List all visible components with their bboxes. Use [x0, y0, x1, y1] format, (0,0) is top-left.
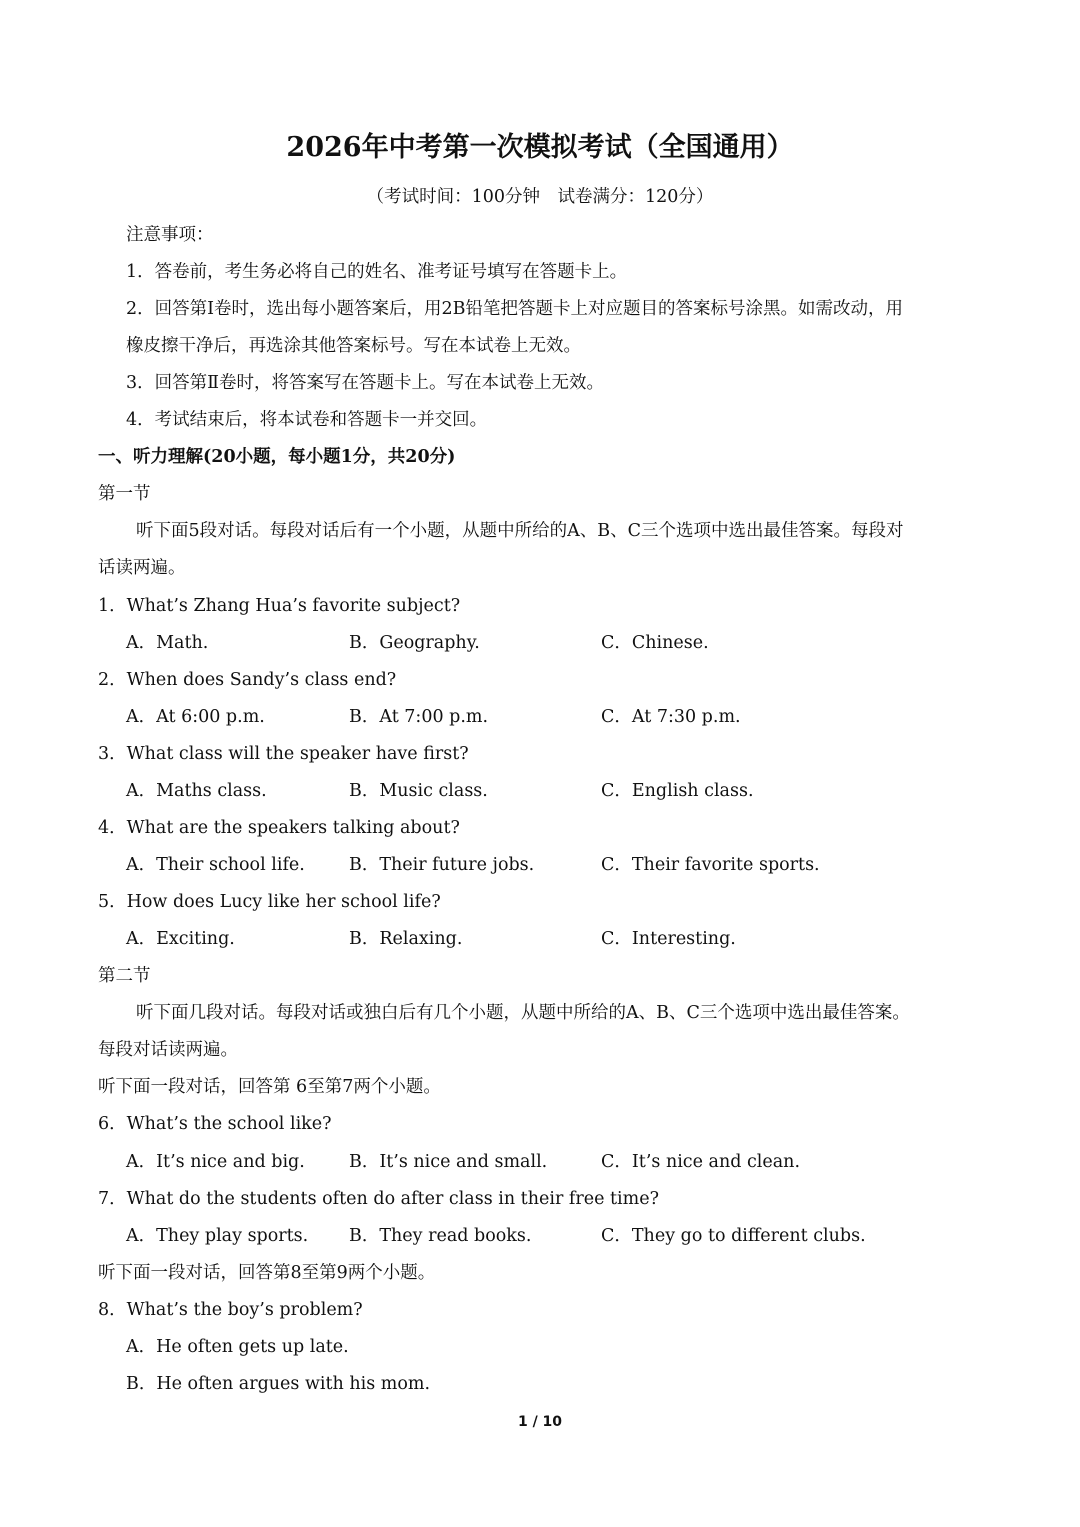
dialog1-intro: 听下面一段对话，回答第 6至第7两个小题。: [98, 1077, 441, 1097]
q3-option-a: A．Maths class.: [126, 781, 267, 801]
exam-title: 2026年中考第一次模拟考试（全国通用）: [286, 132, 794, 163]
question-4: 4．What are the speakers talking about?: [98, 818, 460, 838]
question-2: 2．When does Sandy’s class end?: [98, 670, 397, 690]
q8-option-b: B．He often argues with his mom.: [126, 1374, 431, 1394]
notice-heading: 注意事项：: [126, 225, 214, 245]
q1-option-b: B．Geography.: [349, 633, 480, 653]
notice-item-4: 4．考试结束后，将本试卷和答题卡一并交回。: [126, 410, 488, 430]
q3-option-b: B．Music class.: [349, 781, 488, 801]
notice-item-2: 2．回答第Ⅰ卷时，选出每小题答案后，用2B铅笔把答题卡上对应题目的答案标号涂黑。如需改动，用: [126, 299, 904, 319]
q4-option-b: B．Their future jobs.: [349, 855, 535, 875]
q7-option-c: C．They go to different clubs.: [601, 1226, 866, 1246]
question-3: 3．What class will the speaker have first?: [98, 744, 469, 764]
part2-label: 第二节: [98, 966, 151, 986]
q7-option-b: B．They read books.: [349, 1226, 532, 1246]
question-6: 6．What’s the school like?: [98, 1114, 332, 1134]
part1-instructions-line2: 话读两遍。: [98, 558, 186, 578]
exam-subtitle: （考试时间：100分钟 试卷满分：120分）: [366, 187, 714, 207]
q5-option-c: C．Interesting.: [601, 929, 736, 949]
question-7: 7．What do the students often do after class in their free time?: [98, 1189, 659, 1209]
q1-option-c: C．Chinese.: [601, 633, 709, 653]
question-8: 8．What’s the boy’s problem?: [98, 1300, 363, 1320]
notice-item-1: 1．答卷前，考生务必将自己的姓名、准考证号填写在答题卡上。: [126, 262, 628, 282]
notice-item-2-cont: 橡皮擦干净后，再选涂其他答案标号。写在本试卷上无效。: [126, 336, 581, 356]
part2-instructions-line1: 听下面几段对话。每段对话或独白后有几个小题，从题中所给的A、B、C三个选项中选出最佳答案。: [136, 1003, 910, 1023]
q6-option-b: B．It’s nice and small.: [349, 1152, 548, 1172]
q2-option-a: A．At 6:00 p.m.: [126, 707, 265, 727]
q2-option-b: B．At 7:00 p.m.: [349, 707, 489, 727]
question-5: 5．How does Lucy like her school life?: [98, 892, 441, 912]
part1-label: 第一节: [98, 484, 151, 504]
question-1: 1．What’s Zhang Hua’s favorite subject?: [98, 596, 461, 616]
q3-option-c: C．English class.: [601, 781, 754, 801]
part1-instructions-line1: 听下面5段对话。每段对话后有一个小题，从题中所给的A、B、C三个选项中选出最佳答案。每段对: [136, 521, 904, 541]
q4-option-a: A．Their school life.: [126, 855, 305, 875]
q6-option-a: A．It’s nice and big.: [126, 1152, 305, 1172]
q1-option-a: A．Math.: [126, 633, 209, 653]
q2-option-c: C．At 7:30 p.m.: [601, 707, 741, 727]
q6-option-c: C．It’s nice and clean.: [601, 1152, 801, 1172]
q4-option-c: C．Their favorite sports.: [601, 855, 820, 875]
page-number: 1 / 10: [517, 1414, 563, 1430]
q8-option-a: A．He often gets up late.: [126, 1337, 349, 1357]
notice-item-3: 3．回答第Ⅱ卷时，将答案写在答题卡上。写在本试卷上无效。: [126, 373, 605, 393]
section-heading-listening: 一、听力理解(20小题，每小题1分，共20分): [98, 447, 456, 467]
q5-option-b: B．Relaxing.: [349, 929, 463, 949]
q5-option-a: A．Exciting.: [126, 929, 235, 949]
q7-option-a: A．They play sports.: [126, 1226, 309, 1246]
dialog2-intro: 听下面一段对话，回答第8至第9两个小题。: [98, 1263, 436, 1283]
part2-instructions-line2: 每段对话读两遍。: [98, 1040, 238, 1060]
